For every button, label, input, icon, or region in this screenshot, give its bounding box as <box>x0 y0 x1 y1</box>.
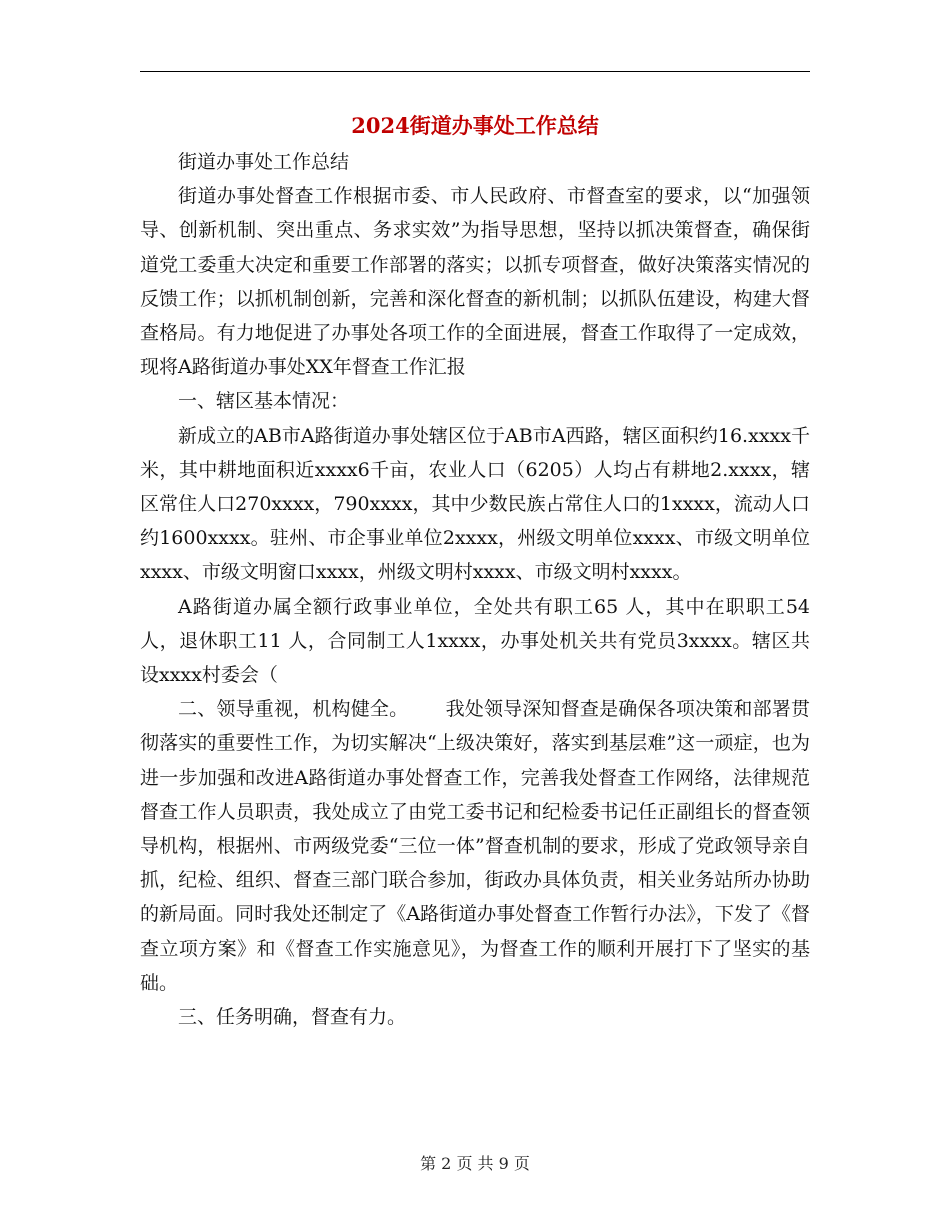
document-body <box>140 145 817 1034</box>
paragraph-intro: 街道办事处督查工作根据市委、市人民政府、市督查室的要求，以“加强领导、创新机制、突出重点、务求实效”为指导思想，坚持以抓决策督查，确保街道党工委重大决定和重要工作部署的落实；以抓专项督查，做好决策落实情况的反馈工作；以抓机制创新，完善和深化督查的新机制；以抓队伍建设，构建大督查格局。有力地促进了办事处各项工作的全面进展，督查工作取得了一定成效，现将A路街道办事处XX年督查工作汇报 <box>140 185 810 379</box>
paragraph-area-overview: 新成立的AB市A路街道办事处辖区位于AB市A西路，辖区面积约16.xxxx千米，其中耕地面积近xxxx6千亩，农业人口（6205）人均占有耕地2.xxxx，辖区常住人口270xxxx，790xxxx，其中少数民族占常住人口的1xxxx，流动人口约1600xxxx。驻州、市企事业单位2xxxx，州级文明单位xxxx、市级文明单位xxxx、市级文明窗口xxxx，州级文明村xxxx、市级文明村xxxx。 <box>140 424 810 584</box>
section-heading-3: 三、任务明确，督查有力。 <box>178 1006 407 1029</box>
paragraph-staff: A路街道办属全额行政事业单位，全处共有职工65 人，其中在职职工54 人，退休职工11 人，合同制工人1xxxx，办事处机关共有党员3xxxx。辖区共设xxxx村委会（ <box>140 595 817 687</box>
page-number: 第 2 页 共 9 页 <box>420 1154 530 1173</box>
paragraph-subtitle: 街道办事处工作总结 <box>178 151 350 173</box>
header-rule <box>140 71 810 72</box>
section-heading-1: 一、辖区基本情况： <box>178 390 350 413</box>
paragraph-leadership: 二、领导重视，机构健全。 我处领导深知督查是确保各项决策和部署贯彻落实的重要性工作，为切实解决“上级决策好，落实到基层难”这一顽症，也为进一步加强和改进A路街道办事处督查工作，完善我处督查工作网络，法律规范督查工作人员职责，我处成立了由党工委书记和纪检委书记任正副组长的督查领导机构，根据州、市两级党委“三位一体”督查机制的要求，形成了党政领导亲自抓，纪检、组织、督查三部门联合参加，街政办具体负责，相关业务站所办协助的新局面。同时我处还制定了《A路街道办事处督查工作暂行办法》，下发了《督查立项方案》和《督查工作实施意见》，为督查工作的顺利开展打下了坚实的基础。 <box>140 698 810 994</box>
document-title: 2024街道办事处工作总结 <box>351 113 599 138</box>
